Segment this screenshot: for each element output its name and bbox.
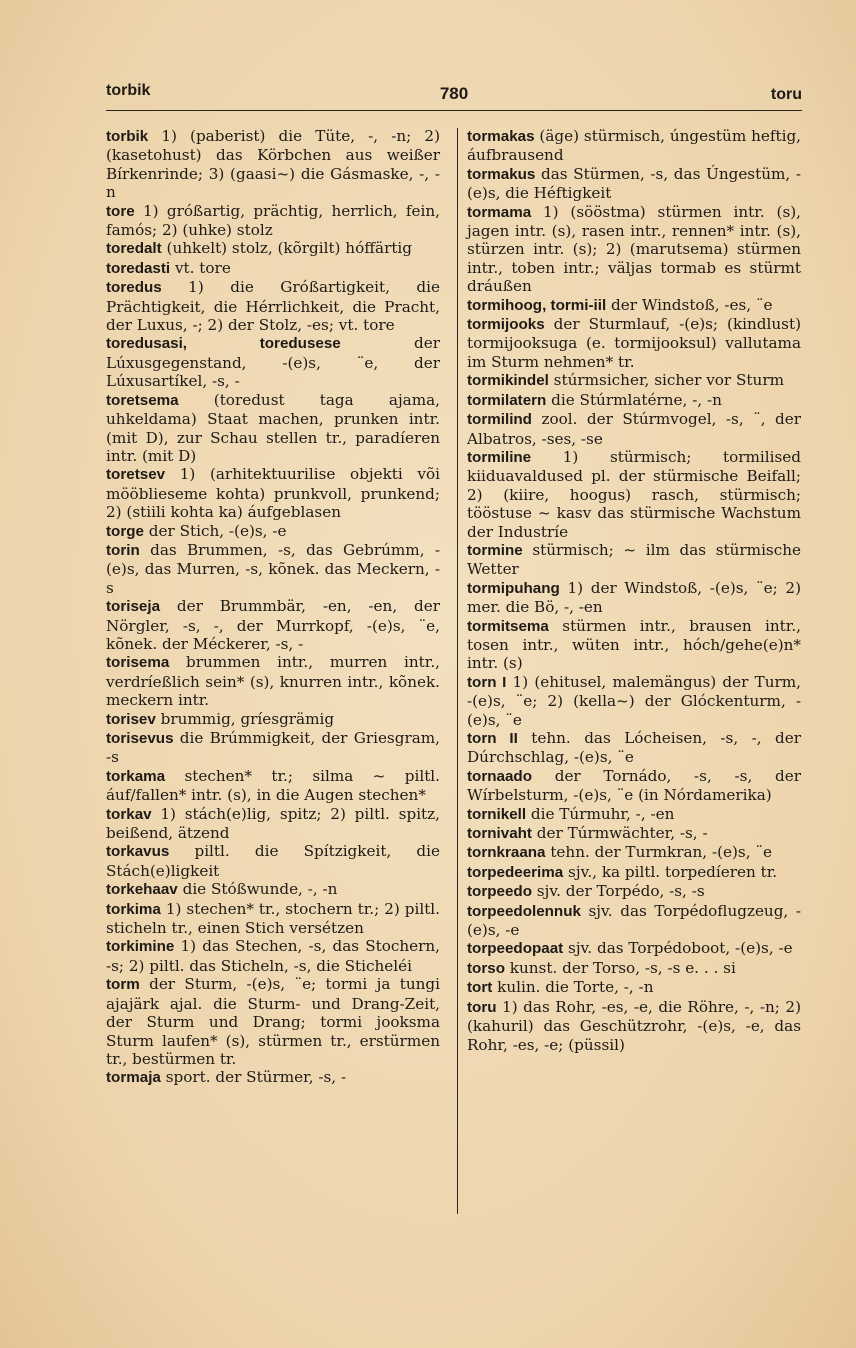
entry xyxy=(467,541,801,579)
definition: der Windstoß, -es, ¨e xyxy=(606,295,773,314)
entry xyxy=(467,978,801,997)
definition: stürmen intr., brausen intr., tosen intr., wüten intr., hóch/gehe(e)n* intr. (s) xyxy=(467,616,801,673)
entry xyxy=(467,767,801,805)
headword: torbik xyxy=(106,128,149,145)
definition: der Tornádo, -s, -s, der Wírbelsturm, -(e)s, ¨e (in Nórdamerika) xyxy=(467,766,801,805)
headword: toriseja xyxy=(106,598,161,616)
definition: zool. der Stúrmvogel, -s, ¨, der Albatros, -ses, -se xyxy=(467,410,801,448)
entry xyxy=(106,900,440,938)
entry xyxy=(106,465,440,521)
entry xyxy=(106,597,440,653)
definition: der Lúxusgegenstand, -(e)s, ¨e, der Lúxusartíkel, -s, - xyxy=(106,334,440,391)
definition: piltl. die Spítzigkeit, die Stách(e)ligkeit xyxy=(106,842,440,880)
running-header xyxy=(106,82,802,106)
entry xyxy=(467,824,801,843)
entry xyxy=(467,410,801,448)
headword: tornkraana xyxy=(467,844,546,862)
entry xyxy=(467,579,801,617)
headword: tort xyxy=(467,979,493,997)
headword: tormipuhang xyxy=(467,579,560,597)
definition: der Sturm, -(e)s, ¨e; tormi ja tungi ajajärk ajal. die Sturm- und Drang-Zeit, der Sturm und Drang; tormi jooksma Sturm laufen* (s), stürmen tr., erstürmen tr., bestürmen tr. xyxy=(106,975,440,1068)
entry xyxy=(106,729,440,767)
definition: 1) (paberist) die Tüte, -, -n; 2) (kasetohust) das Körbchen aus weißer Bírkenrinde; 3) (gaasi~) die Gásmaske, -, -n xyxy=(106,127,440,202)
column-divider xyxy=(457,128,458,1214)
definition: 1) (arhitektuurilise objekti või mööblieseme kohta) prunkvoll, prunkend; 2) (stiili kohta ka) áufgeblasen xyxy=(106,465,440,522)
definition: sjv. das Torpédoboot, -(e)s, -e xyxy=(563,939,793,958)
definition: 1) das Rohr, -es, -e, die Röhre, -, -n; 2) (kahuril) das Geschützrohr, -(e)s, -e, das Rohr, -es, -e; (püssil) xyxy=(467,997,801,1054)
entry xyxy=(106,805,440,843)
definition: die Stóßwunde, -, -n xyxy=(177,880,338,899)
definition: sport. der Stürmer, -s, - xyxy=(160,1068,347,1087)
definition: (äge) stürmisch, úngestüm heftig, áufbrausend xyxy=(467,127,801,165)
left-column xyxy=(106,127,440,1088)
definition: 1) stürmisch; tormilised kiiduavaldused pl. der stürmische Beifall; 2) (kiire, hoogus) rasch, stürmisch; tööstuse ~ kasv das stürmische Wachstum der Industríe xyxy=(467,447,801,541)
headword: tornikell xyxy=(467,805,527,823)
headword: torkama xyxy=(106,767,166,785)
headword: tormaja xyxy=(106,1069,161,1087)
headword: torkima xyxy=(106,900,161,918)
entry xyxy=(467,863,801,882)
definition: der Stich, -(e)s, -e xyxy=(143,521,287,540)
definition: kulin. die Torte, -, -n xyxy=(492,978,654,997)
headword: tormitsema xyxy=(467,617,549,635)
entry xyxy=(106,937,440,975)
entry xyxy=(467,371,801,390)
headword: torisev xyxy=(106,710,156,728)
headword: torso xyxy=(467,959,505,977)
entry xyxy=(467,959,801,978)
entry xyxy=(467,315,801,371)
definition: der Sturmlauf, -(e)s; (kindlust) tormijooksuga (e. tormijooksul) vallutama im Sturm nehmen* tr. xyxy=(467,315,801,371)
headword: tormilind xyxy=(467,411,532,429)
entry xyxy=(467,843,801,862)
entry xyxy=(467,391,801,410)
headword: toru xyxy=(467,998,497,1016)
headword: tornaado xyxy=(467,767,532,785)
definition: tehn. das Lócheisen, -s, -, der Dúrchschlag, -(e)s, ¨e xyxy=(467,729,801,767)
entry xyxy=(106,334,440,390)
headword: toredasti xyxy=(106,259,171,277)
definition: 1) die Gróßartigkeit, die Prächtigkeit, die Hérrlichkeit, die Pracht, der Luxus, -; 2) der Stolz, -es; vt. tore xyxy=(106,278,440,335)
headword: toredus xyxy=(106,279,162,297)
definition: das Brummen, -s, das Gebrúmm, -(e)s, das Murren, -s, kõnek. das Meckern, -s xyxy=(106,540,440,597)
headword: toredalt xyxy=(106,240,162,258)
definition: stechen* tr.; silma ~ piltl. áuf/fallen* intr. (s), in die Augen stechen* xyxy=(106,766,440,805)
headword: torpeedopaat xyxy=(467,940,564,958)
entry xyxy=(106,259,440,278)
header-left-word: torbik xyxy=(106,82,151,99)
headword: torin xyxy=(106,541,140,559)
headword: tornivaht xyxy=(467,825,532,843)
definition: stürmisch; ~ ilm das stürmische Wetter xyxy=(467,540,801,579)
entry xyxy=(467,939,801,958)
entry xyxy=(106,127,440,202)
headword: tormilatern xyxy=(467,391,547,409)
definition: 1) (sööstma) stürmen intr. (s), jagen intr. (s), rasen intr., rennen* intr. (s), stürzen intr. (s); 2) (marutsema) stürmen intr., toben intr.; väljas tormab es stürmt dráußen xyxy=(467,202,801,296)
entry xyxy=(467,617,801,673)
definition: vt. tore xyxy=(170,258,231,277)
entry xyxy=(106,202,440,240)
headword: torpeedo xyxy=(467,883,532,901)
headword: tormijooks xyxy=(467,316,545,334)
definition: sjv. der Torpédo, -s, -s xyxy=(531,882,705,901)
headword: toretsema xyxy=(106,391,179,409)
headword: torn II xyxy=(467,730,518,747)
definition: der Brummbär, -en, -en, der Nörgler, -s, -, der Murrkopf, -(e)s, ¨e, kõnek. der Méckerer, -s, - xyxy=(106,597,440,653)
definition: sjv. das Torpédoflugzeug, -(e)s, -e xyxy=(467,901,801,940)
entry xyxy=(106,1068,440,1087)
definition: brummig, gríesgrämig xyxy=(155,709,335,728)
headword: toredusasi, toredusese xyxy=(106,335,341,353)
entry xyxy=(467,203,801,296)
definition: 1) stechen* tr., stochern tr.; 2) piltl. sticheln tr., einen Stich versétzen xyxy=(106,899,440,938)
definition: 1) (ehitusel, malemängus) der Turm, -(e)s, ¨e; 2) (kella~) der Glóckenturm, -(e)s, ¨e xyxy=(467,672,801,729)
definition: stúrmsicher, sicher vor Sturm xyxy=(548,371,784,390)
entry xyxy=(467,127,801,165)
definition: brummen intr., murren intr., verdríeßlich sein* (s), knurren intr., kõnek. meckern intr. xyxy=(106,653,440,710)
headword: tormiline xyxy=(467,448,532,466)
header-rule xyxy=(106,110,802,111)
entry xyxy=(106,880,440,899)
definition: kunst. der Torso, -s, -s e. . . si xyxy=(504,958,736,977)
definition: der Túrmwächter, -s, - xyxy=(531,824,708,843)
entry xyxy=(467,296,801,315)
definition: sjv., ka piltl. torpedíeren tr. xyxy=(563,862,778,881)
headword: torn I xyxy=(467,673,507,691)
entry xyxy=(106,975,440,1068)
definition: die Stúrmlatérne, -, -n xyxy=(546,390,722,409)
entry xyxy=(467,673,801,729)
headword: torkimine xyxy=(106,938,175,956)
entry xyxy=(106,842,440,880)
headword: tormakas xyxy=(467,128,535,145)
header-right-word: toru xyxy=(770,86,802,103)
definition: 1) der Windstoß, -(e)s, ¨e; 2) mer. die Bö, -, -en xyxy=(467,578,801,617)
entry xyxy=(467,902,801,940)
entry xyxy=(467,882,801,901)
definition: das Stürmen, -s, das Úngestüm, -(e)s, die Héftigkeit xyxy=(467,164,801,203)
headword: tormihoog, tormi-iil xyxy=(467,296,607,314)
headword: torpeedolennuk xyxy=(467,902,581,920)
entry xyxy=(467,448,801,541)
definition: die Brúmmigkeit, der Griesgram, -s xyxy=(106,729,440,767)
entry xyxy=(106,767,440,805)
headword: tormine xyxy=(467,541,523,559)
definition: die Túrmuhr, -, -en xyxy=(526,804,675,823)
entry xyxy=(467,805,801,824)
entry xyxy=(467,998,801,1054)
definition: tehn. der Turmkran, -(e)s, ¨e xyxy=(545,843,772,862)
definition: (uhkelt) stolz, (kõrgilt) hóffärtig xyxy=(161,239,413,258)
headword: torge xyxy=(106,522,144,540)
headword: torpedeerima xyxy=(467,863,564,881)
headword: torisevus xyxy=(106,730,174,747)
headword: tormakus xyxy=(467,165,536,183)
headword: torkavus xyxy=(106,843,170,861)
headword: tormama xyxy=(467,203,532,221)
definition: 1) stách(e)lig, spitz; 2) piltl. spitz, beißend, ätzend xyxy=(106,804,440,843)
entry xyxy=(106,391,440,466)
headword: torm xyxy=(106,976,140,994)
entry xyxy=(106,522,440,541)
definition: (toredust taga ajama, uhkeldama) Staat machen, prunken intr. (mit D), zur Schau stellen tr., paradíeren intr. (mit D) xyxy=(106,390,440,465)
headword: tore xyxy=(106,202,135,220)
entry xyxy=(106,710,440,729)
headword: torisema xyxy=(106,654,170,672)
entry xyxy=(106,541,440,597)
headword: toretsev xyxy=(106,466,166,484)
entry xyxy=(467,165,801,203)
right-column xyxy=(467,127,801,1054)
entry xyxy=(106,239,440,258)
headword: tormikindel xyxy=(467,372,549,390)
definition: 1) das Stechen, -s, das Stochern, -s; 2) piltl. das Sticheln, -s, die Sticheléi xyxy=(106,937,440,975)
definition: 1) gróßartig, prächtig, herrlich, fein, famós; 2) (uhke) stolz xyxy=(106,201,440,240)
entry xyxy=(467,729,801,767)
headword: torkehaav xyxy=(106,881,178,899)
entry xyxy=(106,278,440,334)
entry xyxy=(106,653,440,709)
page-number: 780 xyxy=(439,84,469,103)
headword: torkav xyxy=(106,805,152,823)
